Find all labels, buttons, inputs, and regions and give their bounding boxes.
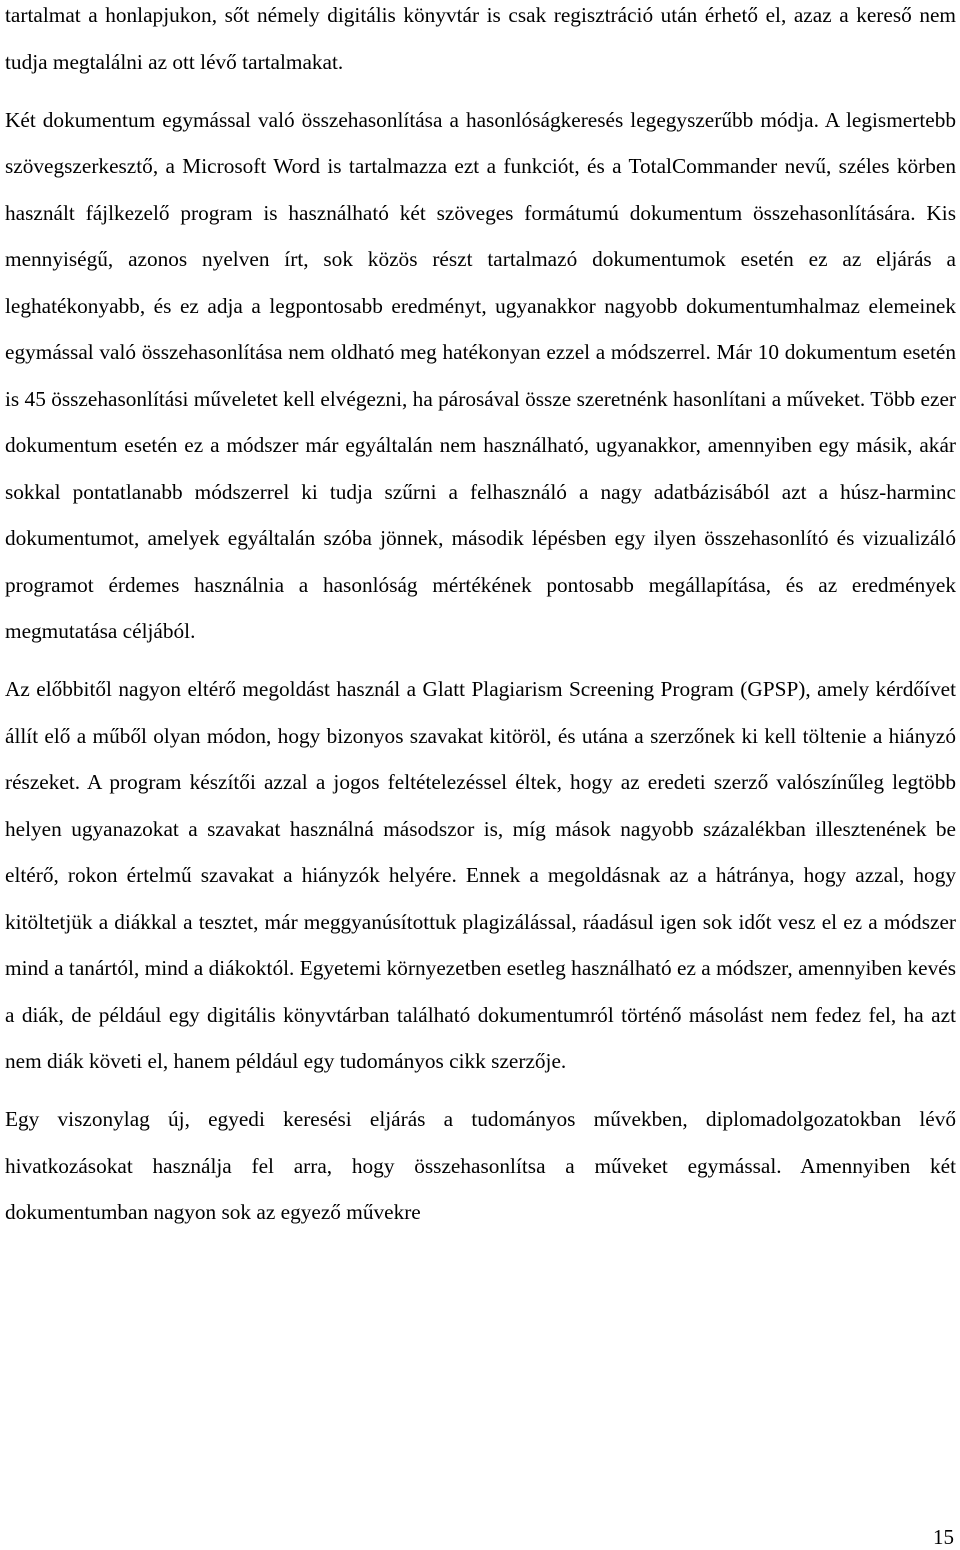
page-number: 15 bbox=[933, 1525, 954, 1549]
paragraph-citation-search: Egy viszonylag új, egyedi keresési eljárás a tudományos művekben, diplomadolgozatokban lévő hivatkozásokat használja fel arra, hogy összehasonlítsa a műveket egymással. Amennyiben két dokumentumban nagyon sok az egyező művekre bbox=[5, 1107, 956, 1224]
document-page bbox=[5, 0, 956, 1236]
paragraph-gpsp: Az előbbitől nagyon eltérő megoldást használ a Glatt Plagiarism Screening Program (GPSP), amely kérdőívet állít elő a műből olyan módon, hogy bizonyos szavakat kitöröl, és utána a szerzőnek ki kell töltenie a hiányzó részeket. A program készítői azzal a jogos feltételezéssel éltek, hogy az eredeti szerző valószínűleg legtöbb helyen ugyanazokat a szavakat használná másodszor is, míg mások nagyobb százalékban illesztenének be eltérő, rokon értelmű szavakat a hiányzók helyére. Ennek a megoldásnak az a hátránya, hogy azzal, hogy kitöltetjük a diákkal a tesztet, már meggyanúsítottuk plagizálással, ráadásul igen sok időt vesz el ez a módszer mind a tanártól, mind a diákoktól. Egyetemi környezetben esetleg használható ez a módszer, amennyiben kevés a diák, de például egy digitális könyvtárban található dokumentumról történő másolást nem fedez fel, ha azt nem diák követi el, hanem például egy tudományos cikk szerzője. bbox=[5, 677, 956, 1073]
paragraph-search-engine-access: tartalmat a honlapjukon, sőt némely digitális könyvtár is csak regisztráció után érhető el, azaz a kereső nem tudja megtalálni az ott lévő tartalmakat. bbox=[5, 3, 956, 74]
paragraph-document-comparison: Két dokumentum egymással való összehasonlítása a hasonlóságkeresés legegyszerűbb módja. A legismertebb szövegszerkesztő, a Microsoft Word is tartalmazza ezt a funkciót, és a TotalCommander nevű, széles körben használt fájlkezelő program is használható két szöveges formátumú dokumentum összehasonlítására. Kis mennyiségű, azonos nyelven írt, sok közös részt tartalmazó dokumentumok esetén ez az eljárás a leghatékonyabb, és ez adja a legpontosabb eredményt, ugyanakkor nagyobb dokumentumhalmaz elemeinek egymással való összehasonlítása nem oldható meg hatékonyan ezzel a módszerrel. Már 10 dokumentum esetén is 45 összehasonlítási műveletet kell elvégezni, ha párosával össze szeretnénk hasonlítani a műveket. Több ezer dokumentum esetén ez a módszer már egyáltalán nem használható, ugyanakkor, amennyiben egy másik, akár sokkal pontatlanabb módszerrel ki tudja szűrni a felhasználó a nagy adatbázisából azt a húsz-harminc dokumentumot, amelyek egyáltalán szóba jönnek, második lépésben egy ilyen összehasonlító és vizualizáló programot érdemes használnia a hasonlóság mértékének pontosabb megállapítása, és az eredmények megmutatása céljából. bbox=[5, 107, 956, 643]
